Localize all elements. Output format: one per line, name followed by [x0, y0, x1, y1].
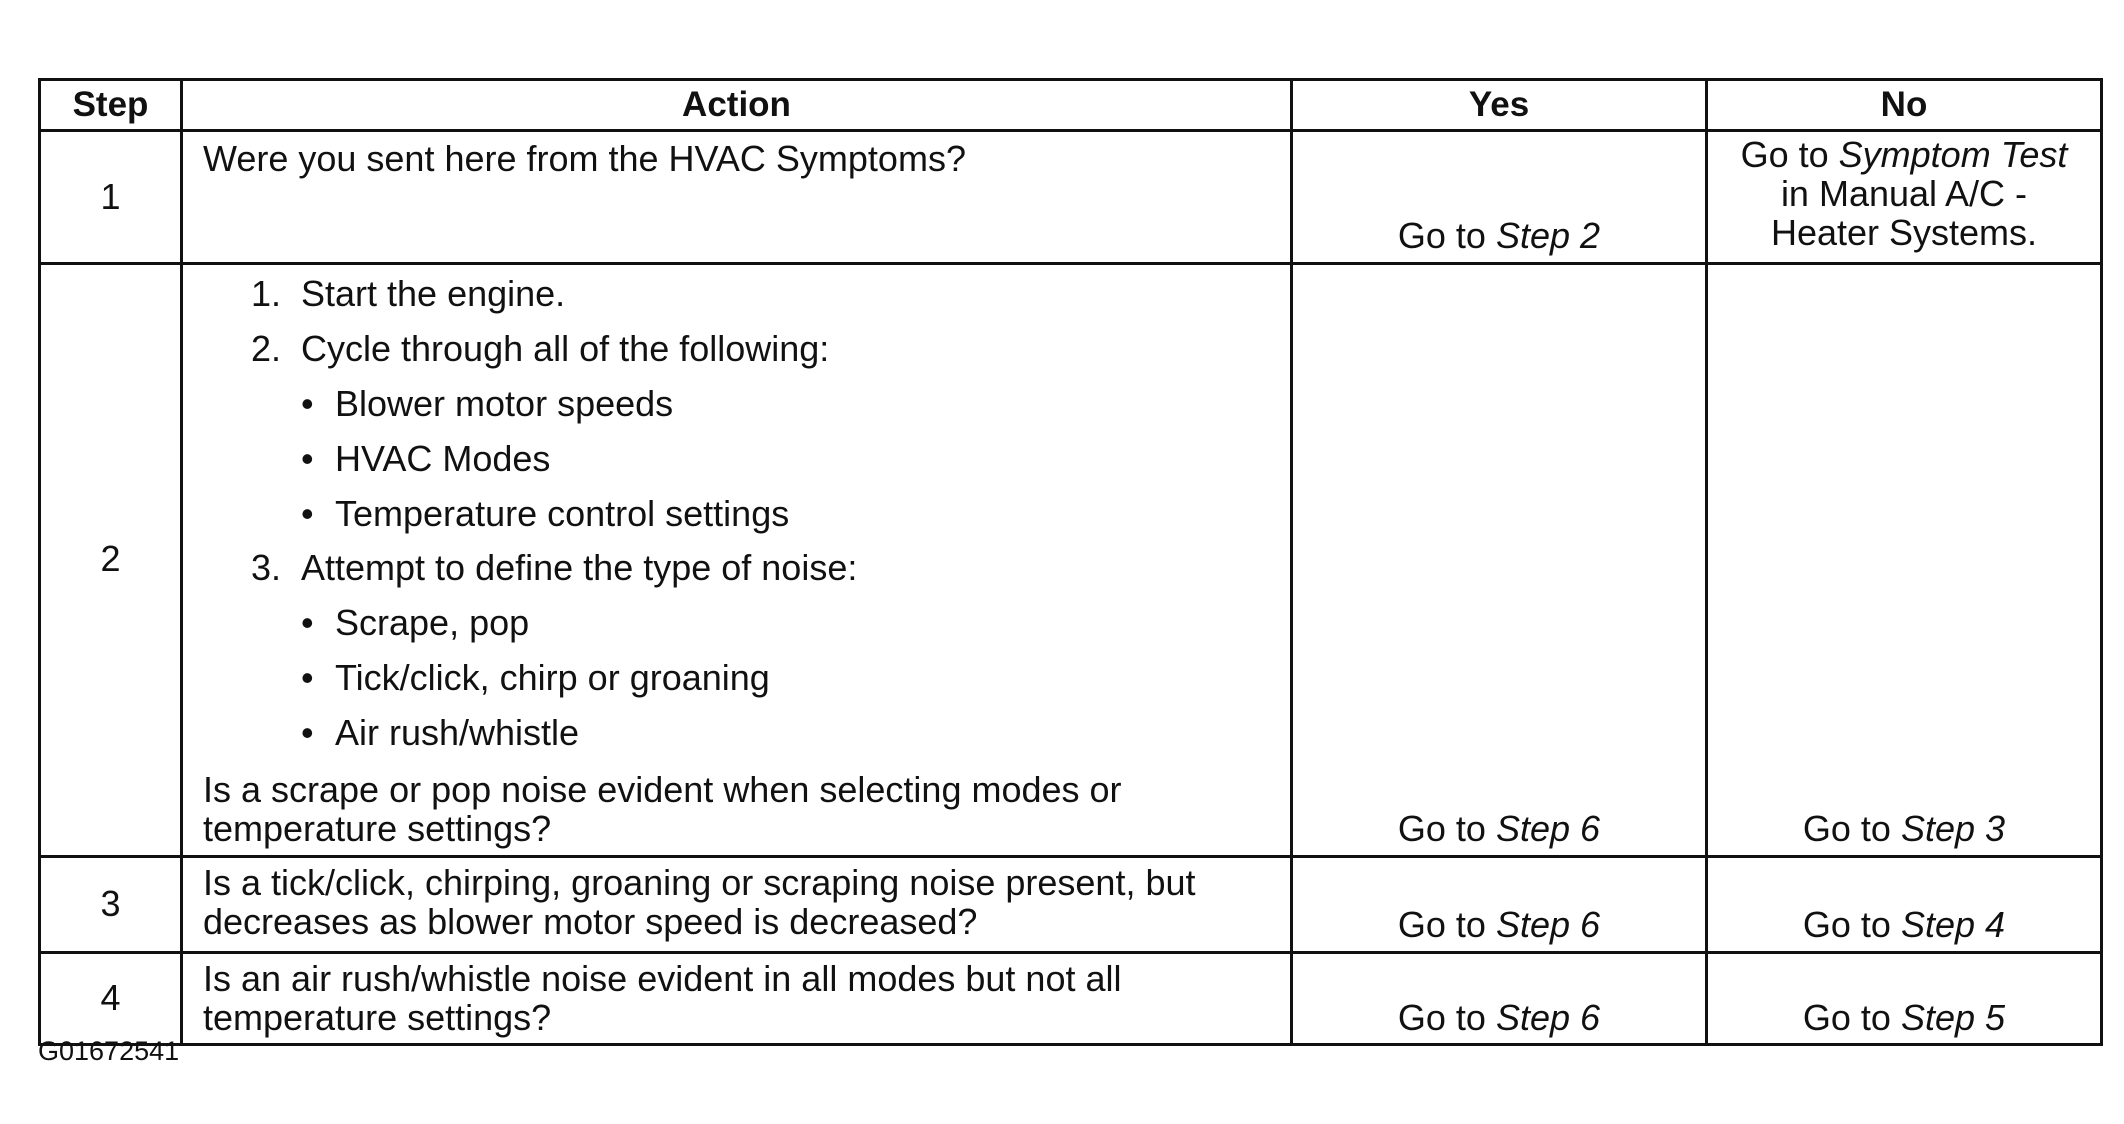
action-line-1: Is an air rush/whistle noise evident in all modes but not all [203, 957, 1122, 999]
bullet-icon: • [301, 382, 314, 424]
diagnostic-table [38, 78, 2103, 1046]
step-number: 2 [40, 264, 182, 857]
action-cell [182, 856, 1292, 952]
bullet-list [251, 382, 1276, 534]
numbered-steps [203, 275, 1276, 753]
goto-prefix: Go to [1397, 215, 1486, 257]
header-step: Step [40, 80, 182, 131]
bullet-item [301, 714, 1276, 753]
goto-prefix: Go to [1397, 903, 1486, 945]
list-item [251, 549, 1276, 753]
goto-step-link: Step 6 [1495, 807, 1601, 849]
no-cell [1707, 856, 2102, 952]
bullet-item [301, 437, 1276, 479]
action-cell [182, 264, 1292, 857]
question-line-1: Is a scrape or pop noise evident when selecting modes or [203, 768, 1122, 810]
step-item-number: 3. [251, 547, 282, 589]
goto-step-link: Step 5 [1900, 996, 2006, 1038]
goto-step-link: Step 2 [1495, 215, 1601, 257]
bullet-icon: • [301, 657, 314, 699]
step-item-text: Attempt to define the type of noise: [301, 547, 858, 589]
step-item-number: 2. [251, 327, 282, 369]
yes-result [1293, 213, 1705, 262]
list-item [251, 275, 1276, 314]
header-row [40, 80, 2102, 131]
no-cell [1707, 131, 2102, 264]
no-result [1708, 132, 2100, 259]
no-cell [1707, 264, 2102, 857]
yes-cell [1292, 131, 1707, 264]
goto-step-link: Step 6 [1495, 996, 1601, 1038]
goto-prefix: Go to [1740, 134, 1829, 175]
no-result [1708, 995, 2100, 1044]
bullet-text: Temperature control settings [335, 492, 790, 534]
figure-id: G01672541 [38, 1036, 180, 1066]
table-row [40, 856, 2102, 952]
header-yes: Yes [1292, 80, 1707, 131]
goto-step-link: Step 6 [1495, 903, 1601, 945]
step-number: 4 [40, 952, 182, 1045]
no-cell [1707, 952, 2102, 1045]
goto-step-link: Step 4 [1900, 903, 2006, 945]
action-cell [182, 952, 1292, 1045]
no-result [1708, 902, 2100, 951]
goto-prefix: Go to [1802, 807, 1891, 849]
bullet-icon: • [301, 712, 314, 753]
bullet-item [301, 604, 1276, 643]
bullet-text: Air rush/whistle [335, 712, 580, 753]
bullet-item [301, 659, 1276, 698]
action-text: Were you sent here from the HVAC Symptoms? [203, 138, 966, 179]
question-text [203, 768, 1276, 849]
bullet-text: HVAC Modes [335, 437, 551, 479]
no-result-line-2: in Manual A/C - [1780, 172, 2028, 214]
bullet-item [301, 492, 1276, 534]
action-line-1: Is a tick/click, chirping, groaning or scraping noise present, but [203, 861, 1196, 903]
bullet-text: Blower motor speeds [335, 382, 674, 424]
action-line-2: temperature settings? [203, 996, 552, 1038]
bullet-icon: • [301, 492, 314, 534]
no-result [1708, 806, 2100, 855]
goto-prefix: Go to [1397, 807, 1486, 849]
step-item-text: Start the engine. [301, 273, 566, 314]
yes-result [1293, 902, 1705, 951]
bullet-text: Scrape, pop [335, 602, 530, 644]
step-number: 1 [40, 131, 182, 264]
table-row [40, 952, 2102, 1045]
action-line-2: decreases as blower motor speed is decreased? [203, 900, 978, 942]
goto-prefix: Go to [1802, 903, 1891, 945]
bullet-item [301, 382, 1276, 424]
question-line-2: temperature settings? [203, 807, 552, 849]
header-no: No [1707, 80, 2102, 131]
no-result-line-1 [1716, 136, 2092, 175]
action-cell [182, 131, 1292, 264]
goto-symptom-test-link: Symptom Test [1838, 134, 2068, 175]
step-number: 3 [40, 856, 182, 952]
table-row [40, 264, 2102, 857]
step-item-text: Cycle through all of the following: [301, 327, 830, 369]
yes-result [1293, 995, 1705, 1044]
header-action: Action [182, 80, 1292, 131]
yes-result [1293, 806, 1705, 855]
bullet-icon: • [301, 437, 314, 479]
yes-cell [1292, 264, 1707, 857]
bullet-text: Tick/click, chirp or groaning [335, 657, 770, 699]
bullet-list [251, 604, 1276, 753]
yes-cell [1292, 856, 1707, 952]
table-row [40, 131, 2102, 264]
bullet-icon: • [301, 602, 314, 644]
list-item [251, 327, 1276, 534]
step-item-number: 1. [251, 273, 282, 314]
goto-prefix: Go to [1802, 996, 1891, 1038]
no-result-line-3: Heater Systems. [1770, 211, 2038, 253]
goto-prefix: Go to [1397, 996, 1486, 1038]
goto-step-link: Step 3 [1900, 807, 2006, 849]
yes-cell [1292, 952, 1707, 1045]
